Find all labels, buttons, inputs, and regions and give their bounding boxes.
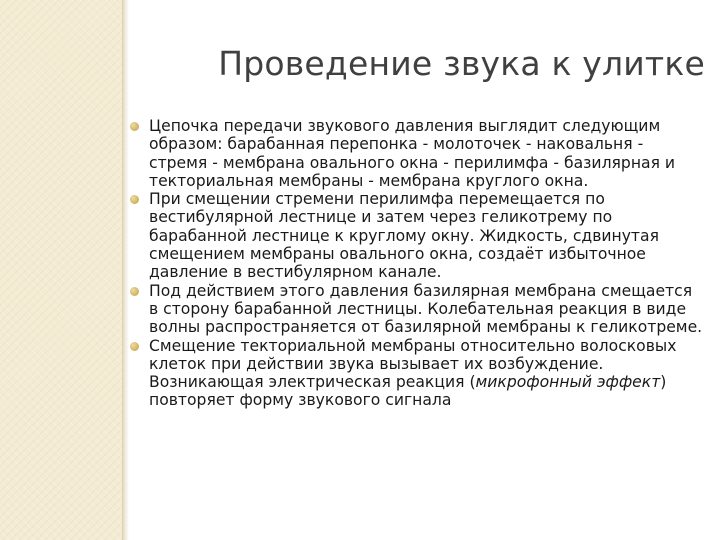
bullet-item: [149, 190, 704, 281]
bullet-dot-icon: [130, 195, 139, 204]
bullet-dot-icon: [130, 287, 139, 296]
bullet-text: Цепочка передачи звукового давления выглядит следующим образом: барабанная перепонка - молоточек - наковальня - стремя - мембрана овального окна - перилимфа - базилярная и текториальная мембраны - мембрана круглого окна.: [149, 117, 676, 190]
bullet-item: [149, 282, 704, 337]
slide-title: Проведение звука к улитке: [218, 44, 705, 83]
bullet-item: [149, 117, 704, 190]
bullet-item: [149, 337, 704, 410]
decorative-side-panel: [0, 0, 122, 540]
bullet-text: При смещении стремени перилимфа перемещается по вестибулярной лестнице и затем через геликотрему по барабанной лестнице к круглому окну. Жидкость, сдвинутая смещением мембраны овального окна, создаёт избыточное давление в вестибулярном канале.: [149, 190, 659, 282]
bullet-text: Под действием этого давления базилярная мембрана смещается в сторону барабанной лестницы. Колебательная реакция в виде волны распространяется от базилярной мембраны к геликотреме.: [149, 281, 703, 337]
bullet-text-italic: микрофонный эффект: [475, 373, 661, 392]
side-panel-edge: [122, 0, 129, 540]
bullet-list: [149, 117, 704, 410]
bullet-dot-icon: [130, 122, 139, 131]
bullet-text-after: ) повторяет форму звукового сигнала: [149, 373, 667, 410]
bullet-text-before: Смещение текториальной мембраны относительно волосковых клеток при действии звука вызывает их возбуждение. Возникающая электрическая реакция (: [149, 336, 677, 392]
bullet-dot-icon: [130, 342, 139, 351]
